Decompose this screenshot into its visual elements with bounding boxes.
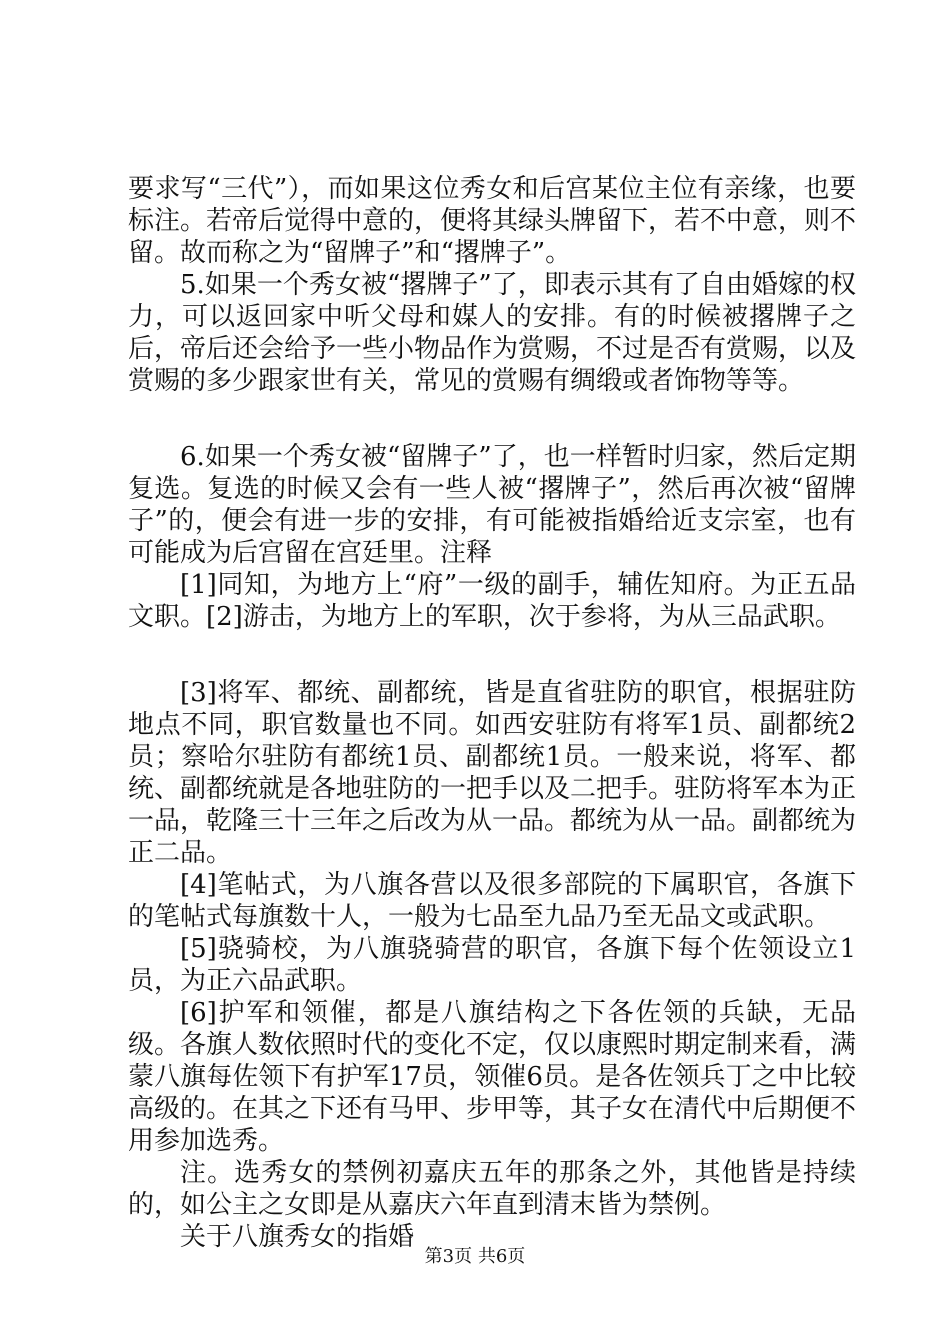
document-body	[128, 173, 856, 1253]
paragraph-continuation: 要求写“三代”），而如果这位秀女和后宫某位主位有亲缘，也要标注。若帝后觉得中意的，便将其绿头牌留下，若不中意，则不留。故而称之为“留牌子”和“撂牌子”。	[128, 174, 857, 268]
paragraph-item-6: 6.如果一个秀女被“留牌子”了，也一样暂时归家，然后定期复选。复选的时候又会有一些人被“撂牌子”，然后再次被“留牌子”的，便会有进一步的安排，有可能被指婚给近支宗室，也有可能成为后宫留在宫廷里。注释	[128, 442, 856, 568]
note-6: [6]护军和领催，都是八旗结构之下各佐领的兵缺，无品级。各旗人数依照时代的变化不定，仅以康熙时期定制来看，满蒙八旗每佐领下有护军17员，领催6员。是各佐领兵丁之中比较高级的。在其之下还有马甲、步甲等，其子女在清代中后期便不用参加选秀。	[128, 998, 857, 1156]
section-heading-line: 关于八旗秀女的指婚	[180, 1222, 415, 1252]
note-1-2: [1]同知，为地方上“府”一级的副手，辅佐知府。为正五品文职。[2]游击，为地方上的军职，次于参将，为从三品武职。	[128, 570, 856, 632]
page-number: 第3页 共6页	[424, 1246, 526, 1267]
note-3: [3]将军、都统、副都统，皆是直省驻防的职官，根据驻防地点不同，职官数量也不同。如西安驻防有将军1员、副都统2员；察哈尔驻防有都统1员、副都统1员。一般来说，将军、都统、副都统就是各地驻防的一把手以及二把手。驻防将军本为正一品，乾隆三十三年之后改为从一品。都统为从一品。副都统为正二品。	[128, 678, 857, 868]
paragraph-item-5: 5.如果一个秀女被“撂牌子”了，即表示其有了自由婚嫁的权力，可以返回家中听父母和媒人的安排。有的时候被撂牌子之后，帝后还会给予一些小物品作为赏赐，不过是否有赏赐，以及赏赐的多少跟家世有关，常见的赏赐有绸缎或者饰物等等。	[128, 270, 857, 396]
note-4: [4]笔帖式，为八旗各营以及很多部院的下属职官，各旗下的笔帖式每旗数十人，一般为七品至九品乃至无品文或武职。	[128, 870, 856, 932]
note-5: [5]骁骑校，为八旗骁骑营的职官，各旗下每个佐领设立1员，为正六品武职。	[128, 934, 856, 996]
note-remark: 注。选秀女的禁例初嘉庆五年的那条之外，其他皆是持续的，如公主之女即是从嘉庆六年直到清末皆为禁例。	[128, 1158, 856, 1220]
